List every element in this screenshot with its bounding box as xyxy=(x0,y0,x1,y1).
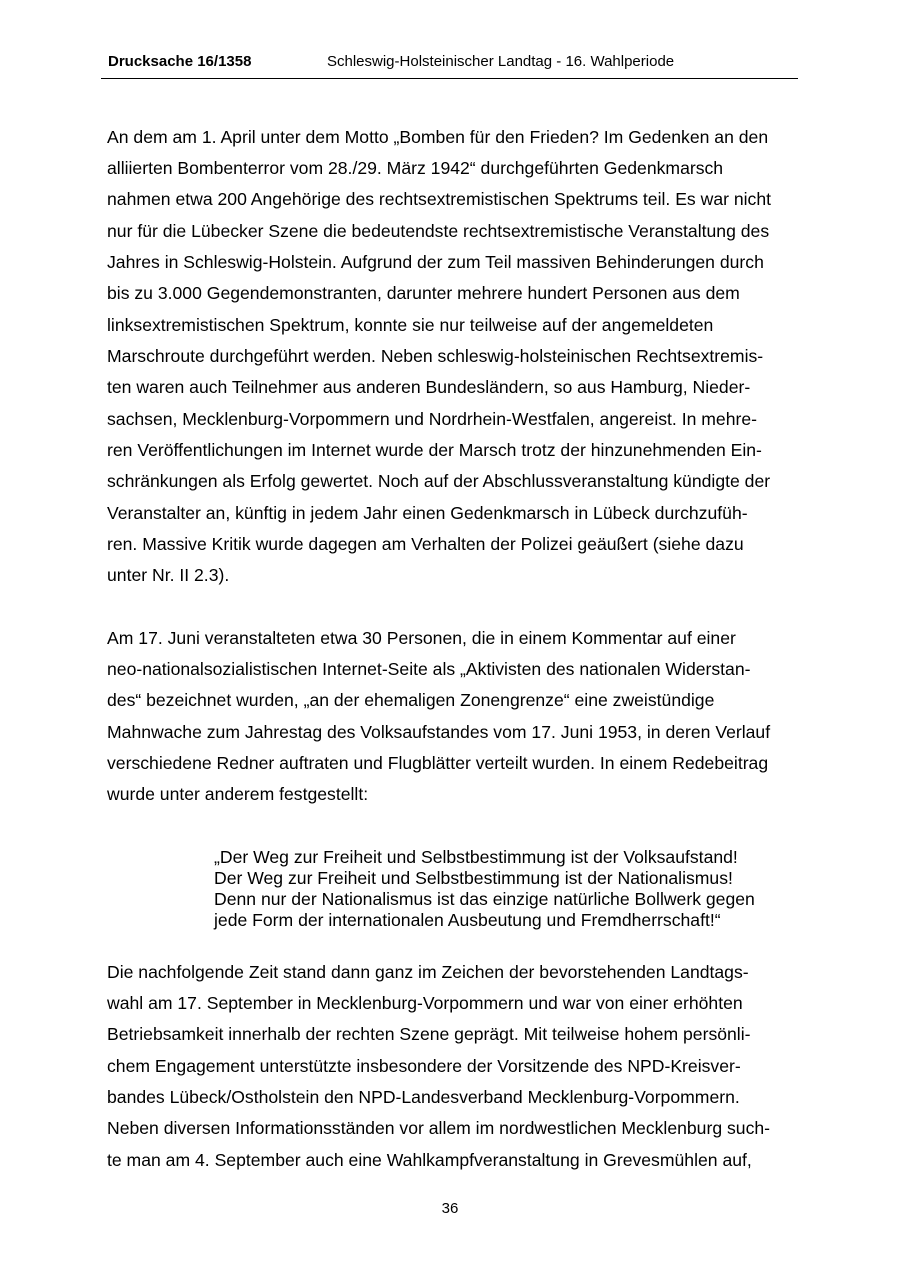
quote-line: Der Weg zur Freiheit und Selbstbestimmung ist der Nationalismus! xyxy=(214,868,733,888)
text-line: nur für die Lübecker Szene die bedeutendste rechtsextremistische Veranstaltung des xyxy=(107,221,770,241)
text-line: Am 17. Juni veranstalteten etwa 30 Personen, die in einem Kommentar auf einer xyxy=(107,628,736,648)
text-line: schränkungen als Erfolg gewertet. Noch auf der Abschlussveranstaltung kündigte der xyxy=(107,471,771,491)
document-id: Drucksache 16/1358 xyxy=(108,53,252,70)
text-line: nahmen etwa 200 Angehörige des rechtsextremistischen Spektrums teil. Es war nicht xyxy=(107,189,772,209)
text-line: bandes Lübeck/Ostholstein den NPD-Landesverband Mecklenburg-Vorpommern. xyxy=(107,1087,740,1107)
text-line: neo-nationalsozialistischen Internet-Seite als „Aktivisten des nationalen Widerstan- xyxy=(107,659,751,679)
text-line: sachsen, Mecklenburg-Vorpommern und Nordrhein-Westfalen, angereist. In mehre- xyxy=(107,409,757,429)
quote-line: Denn nur der Nationalismus ist das einzige natürliche Bollwerk gegen xyxy=(214,889,755,909)
text-line: unter Nr. II 2.3). xyxy=(107,565,230,585)
text-line: te man am 4. September auch eine Wahlkampfveranstaltung in Grevesmühlen auf, xyxy=(107,1150,752,1170)
text-line: ten waren auch Teilnehmer aus anderen Bundesländern, so aus Hamburg, Nieder- xyxy=(107,377,751,397)
text-line: des“ bezeichnet wurden, „an der ehemaligen Zonengrenze“ eine zweistündige xyxy=(107,690,715,710)
quote-line: jede Form der internationalen Ausbeutung und Fremdherrschaft!“ xyxy=(214,910,721,930)
text-line: ren. Massive Kritik wurde dagegen am Verhalten der Polizei geäußert (siehe dazu xyxy=(107,534,744,554)
text-line: Die nachfolgende Zeit stand dann ganz im Zeichen der bevorstehenden Landtags- xyxy=(107,962,749,982)
text-line: Jahres in Schleswig-Holstein. Aufgrund der zum Teil massiven Behinderungen durch xyxy=(107,252,764,272)
page-number: 36 xyxy=(441,1200,459,1217)
text-line: Veranstalter an, künftig in jedem Jahr einen Gedenkmarsch in Lübeck durchzufüh- xyxy=(107,503,748,523)
text-line: alliierten Bombenterror vom 28./29. März 1942“ durchgeführten Gedenkmarsch xyxy=(107,158,724,178)
text-line: linksextremistischen Spektrum, konnte sie nur teilweise auf der angemeldeten xyxy=(107,315,714,335)
text-line: Neben diversen Informationsständen vor allem im nordwestlichen Mecklenburg such- xyxy=(107,1118,771,1138)
text-line: wahl am 17. September in Mecklenburg-Vorpommern und war von einer erhöhten xyxy=(107,993,743,1013)
text-line: Mahnwache zum Jahrestag des Volksaufstandes vom 17. Juni 1953, in deren Verlauf xyxy=(107,722,771,742)
page-header xyxy=(101,50,798,79)
text-line: Marschroute durchgeführt werden. Neben schleswig-holsteinischen Rechtsextremis- xyxy=(107,346,764,366)
text-line: wurde unter anderem festgestellt: xyxy=(107,784,369,804)
text-line: An dem am 1. April unter dem Motto „Bomben für den Frieden? Im Gedenken an den xyxy=(107,127,769,147)
text-line: bis zu 3.000 Gegendemonstranten, darunter mehrere hundert Personen aus dem xyxy=(107,283,740,303)
text-line: verschiedene Redner auftraten und Flugblätter verteilt wurden. In einem Redebeitrag xyxy=(107,753,769,773)
parliament-title: Schleswig-Holsteinischer Landtag - 16. Wahlperiode xyxy=(327,53,675,70)
text-line: chem Engagement unterstützte insbesondere der Vorsitzende des NPD-Kreisver- xyxy=(107,1056,741,1076)
text-line: Betriebsamkeit innerhalb der rechten Szene geprägt. Mit teilweise hohem persönli- xyxy=(107,1024,751,1044)
text-line: ren Veröffentlichungen im Internet wurde der Marsch trotz der hinzunehmenden Ein- xyxy=(107,440,762,460)
quote-line: „Der Weg zur Freiheit und Selbstbestimmung ist der Volksaufstand! xyxy=(214,847,738,867)
